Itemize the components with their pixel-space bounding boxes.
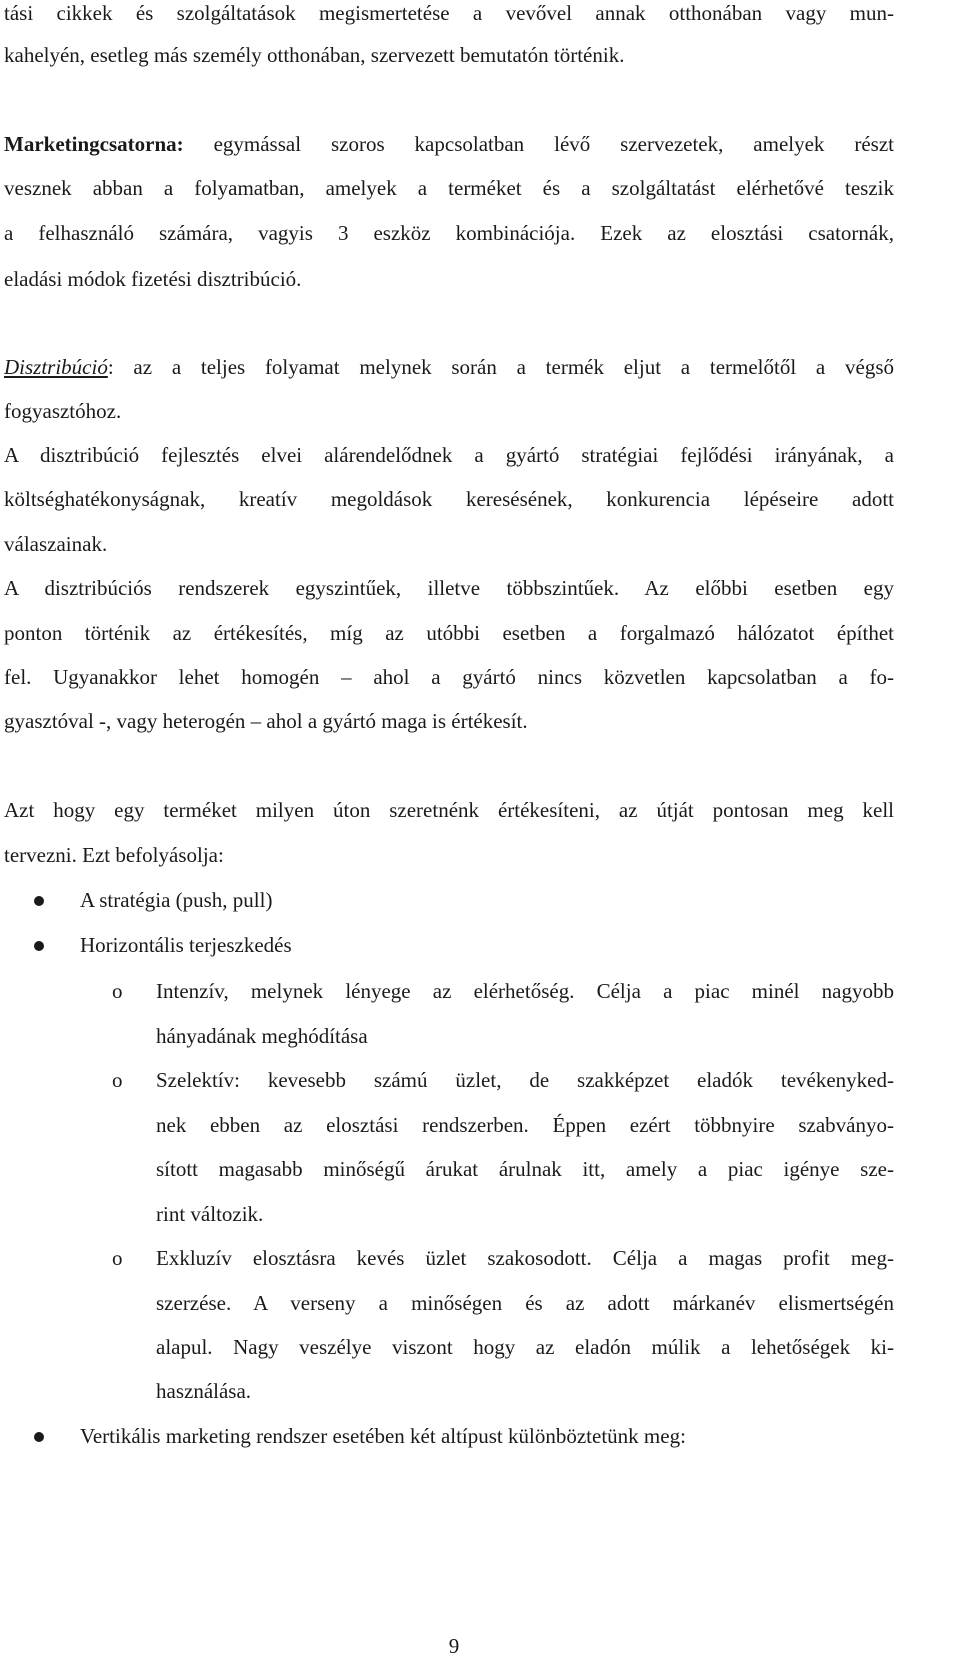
distribution-p3-line-1: A disztribúciós rendszerek egyszintűek, illetve többszintűek. Az előbbi esetben egy <box>4 576 894 600</box>
page-number: 9 <box>448 1634 460 1658</box>
intro-line-2: kahelyén, esetleg más személy otthonában, szervezett bemutatón történik. <box>4 43 625 67</box>
bullet-dot-3 <box>34 1432 44 1442</box>
bullet-dot-1 <box>34 896 44 906</box>
bullet-dot-2 <box>34 941 44 951</box>
route-line-1: Azt hogy egy terméket milyen úton szeretnénk értékesíteni, az útját pontosan meg kell <box>4 798 894 822</box>
sub-item-selective-line-3: sított magasabb minőségű árukat árulnak itt, amely a piac igénye sze- <box>156 1157 894 1181</box>
intro-line-1: tási cikkek és szolgáltatások megismertetése a vevővel annak otthonában vagy mun- <box>4 1 894 25</box>
sub-bullet-marker-3: o <box>112 1246 123 1270</box>
route-line-2: tervezni. Ezt befolyásolja: <box>4 843 224 867</box>
sub-item-selective-line-2: nek ebben az elosztási rendszerben. Éppen ezért többnyire szabványo- <box>156 1113 894 1137</box>
list-item-strategy: A stratégia (push, pull) <box>80 888 273 912</box>
sub-item-exclusive-line-4: használása. <box>156 1379 252 1403</box>
distribution-p3-line-4: gyasztóval -, vagy heterogén – ahol a gyártó maga is értékesít. <box>4 709 528 733</box>
marketing-line-1 <box>4 131 894 157</box>
marketing-line-3: a felhasználó számára, vagyis 3 eszköz kombinációja. Ezek az elosztási csatornák, <box>4 221 894 245</box>
distribution-p2-line-3: válaszainak. <box>4 532 108 556</box>
marketing-term: Marketingcsatorna: <box>4 132 184 156</box>
list-item-horizontal: Horizontális terjeszkedés <box>80 933 292 957</box>
distribution-line-1-rest: : az a teljes folyamat melynek során a termék eljut a termelőtől a végső <box>107 355 894 379</box>
sub-bullet-marker-2: o <box>112 1068 123 1092</box>
sub-item-exclusive-line-2: szerzése. A verseny a minőségen és az adott márkanév elismertségén <box>156 1291 894 1315</box>
distribution-line-1 <box>4 354 894 380</box>
marketing-line-4: eladási módok fizetési disztribúció. <box>4 267 302 291</box>
list-item-vertical: Vertikális marketing rendszer esetében két altípust különböztetünk meg: <box>80 1424 686 1448</box>
sub-item-selective-line-1: Szelektív: kevesebb számú üzlet, de szakképzet eladók tevékenyked- <box>156 1068 894 1092</box>
sub-item-intensive-line-2: hányadának meghódítása <box>156 1024 368 1048</box>
distribution-p3-line-2: ponton történik az értékesítés, míg az utóbbi esetben a forgalmazó hálózatot építhet <box>4 621 894 645</box>
sub-item-selective-line-4: rint változik. <box>156 1202 264 1226</box>
marketing-line-2: vesznek abban a folyamatban, amelyek a terméket és a szolgáltatást elérhetővé teszik <box>4 176 894 200</box>
sub-item-exclusive-line-3: alapul. Nagy veszélye viszont hogy az eladón múlik a lehetőségek ki- <box>156 1335 894 1359</box>
marketing-line-1-rest: egymással szoros kapcsolatban lévő szervezetek, amelyek részt <box>183 132 894 156</box>
distribution-p3-line-3: fel. Ugyanakkor lehet homogén – ahol a gyártó nincs közvetlen kapcsolatban a fo- <box>4 665 894 689</box>
distribution-p2-line-2: költséghatékonyságnak, kreatív megoldások keresésének, konkurencia lépéseire adott <box>4 487 894 511</box>
distribution-line-2: fogyasztóhoz. <box>4 399 122 423</box>
distribution-p2-line-1: A disztribúció fejlesztés elvei alárendelődnek a gyártó stratégiai fejlődési irányának, a <box>4 443 894 467</box>
distribution-term: Disztribúció <box>4 355 108 379</box>
sub-bullet-marker-1: o <box>112 979 123 1003</box>
sub-item-exclusive-line-1: Exkluzív elosztásra kevés üzlet szakosodott. Célja a magas profit meg- <box>156 1246 894 1270</box>
sub-item-intensive-line-1: Intenzív, melynek lényege az elérhetőség. Célja a piac minél nagyobb <box>156 979 894 1003</box>
